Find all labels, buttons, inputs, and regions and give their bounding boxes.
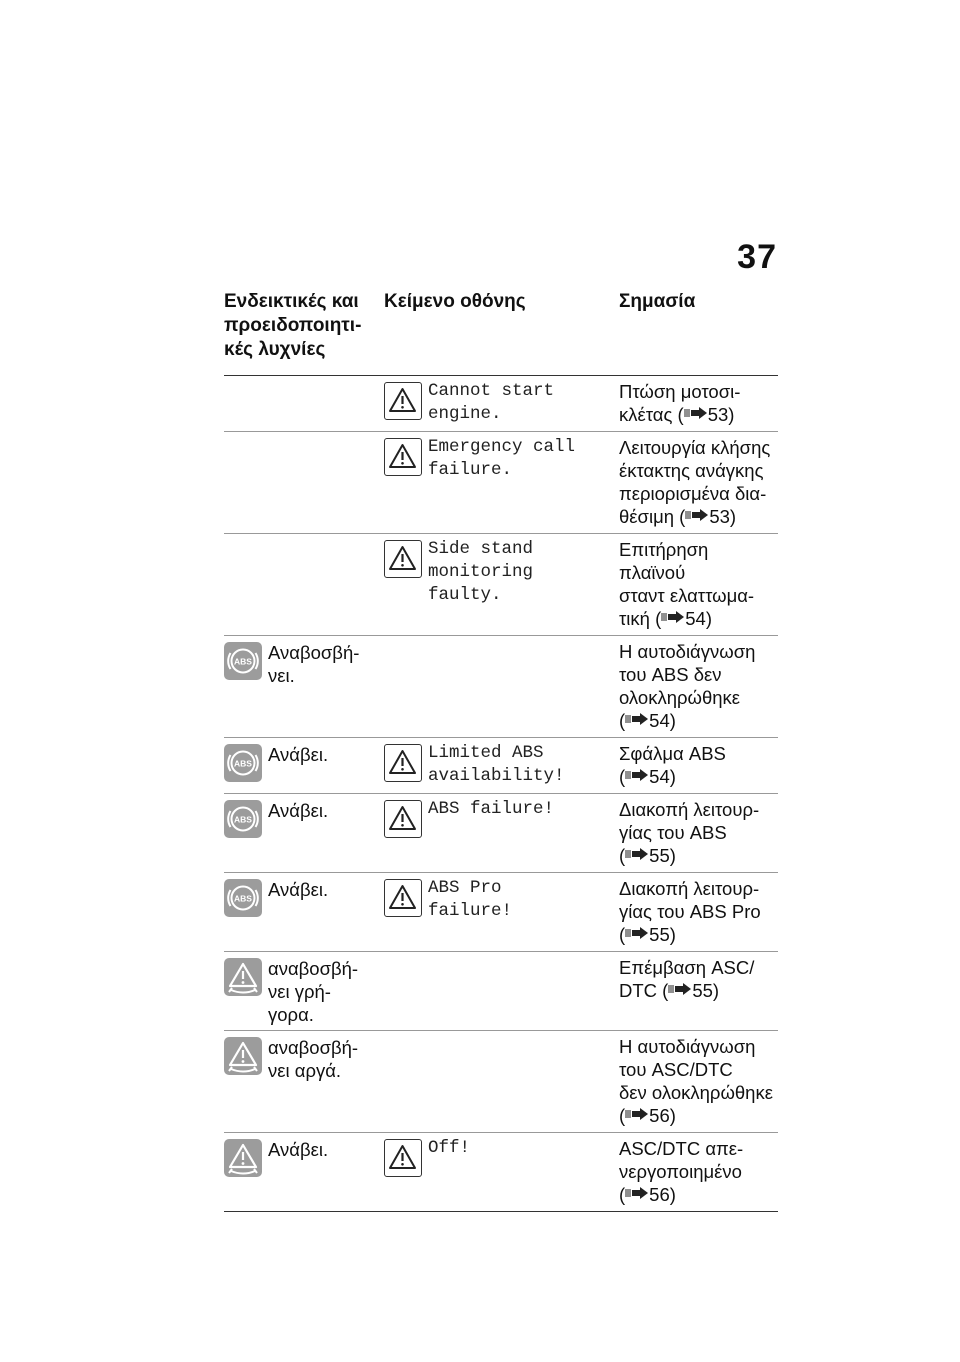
svg-text:ABS: ABS xyxy=(234,814,252,825)
meaning-text: Η αυτοδιάγνωση του ASC/DTC δεν ολοκληρώθηκε ( xyxy=(619,1036,773,1126)
table-row xyxy=(224,1133,778,1212)
asc-dtc-warning-lamp-icon xyxy=(224,1139,262,1177)
table-row xyxy=(224,738,778,794)
display-text-cell xyxy=(384,798,619,868)
display-text-cell xyxy=(384,1035,619,1128)
meaning-text: Σφάλμα ABS ( xyxy=(619,743,726,787)
display-message: Limited ABS availability! xyxy=(428,743,565,786)
abs-warning-lamp-icon xyxy=(224,879,262,917)
general-warning-triangle-icon xyxy=(384,382,422,420)
page-reference-link[interactable]: 54) xyxy=(685,608,713,629)
meaning-text: Λειτουργία κλήσης έκτακτης ανάγκης περιορισμένα δια- θέσιμη ( xyxy=(619,437,771,527)
display-message: Off! xyxy=(428,1138,471,1158)
general-warning-triangle-icon xyxy=(384,879,422,917)
general-warning-triangle-icon xyxy=(384,438,422,476)
meaning-text: Επέμβαση ASC/ DTC ( xyxy=(619,957,755,1001)
table-header xyxy=(224,290,778,376)
meaning-text: Διακοπή λειτουρ- γίας του ABS ( xyxy=(619,799,760,866)
display-message: Side stand monitoring faulty. xyxy=(428,539,534,605)
page-reference-link[interactable]: 55) xyxy=(692,980,720,1001)
page-reference-arrow-icon xyxy=(625,766,649,789)
indicator-cell xyxy=(224,798,384,868)
meaning-cell xyxy=(619,436,778,529)
meaning-text: Πτώση μοτοσι- κλέτας ( xyxy=(619,381,741,425)
indicator-cell xyxy=(224,640,384,733)
general-warning-triangle-icon xyxy=(384,1139,422,1177)
page-reference-link[interactable]: 55) xyxy=(649,924,676,945)
page-reference-link[interactable]: 53) xyxy=(709,506,737,527)
indicator-cell xyxy=(224,1137,384,1207)
meaning-text: Διακοπή λειτουρ- γίας του ABS Pro ( xyxy=(619,878,761,945)
page-reference-link[interactable]: 54) xyxy=(649,710,676,731)
page-reference-arrow-icon xyxy=(625,1105,649,1128)
general-warning-triangle-icon xyxy=(384,800,422,838)
meaning-cell xyxy=(619,1137,778,1207)
display-text-cell xyxy=(384,1137,619,1207)
table-row xyxy=(224,376,778,432)
abs-warning-lamp-icon xyxy=(224,744,262,782)
page-number: 37 xyxy=(737,238,777,276)
meaning-cell xyxy=(619,1035,778,1128)
display-message: Cannot start engine. xyxy=(428,381,555,424)
indicator-cell xyxy=(224,742,384,789)
page-reference-arrow-icon xyxy=(684,404,708,427)
header-meaning: Σημασία xyxy=(619,291,696,312)
display-text-cell xyxy=(384,742,619,789)
page-reference-arrow-icon xyxy=(685,506,709,529)
lamp-state-text: Ανάβει. xyxy=(268,1139,329,1160)
indicator-cell xyxy=(224,380,384,427)
indicator-table xyxy=(224,290,778,1212)
display-message: ABS failure! xyxy=(428,799,555,819)
indicator-cell xyxy=(224,1035,384,1128)
lamp-state-text: Αναβοσβή- νει. xyxy=(268,642,360,686)
page-reference-link[interactable]: 53) xyxy=(707,404,735,425)
indicator-cell xyxy=(224,956,384,1026)
meaning-cell xyxy=(619,877,778,947)
asc-dtc-warning-lamp-icon xyxy=(224,1037,262,1075)
page-reference-arrow-icon xyxy=(661,608,685,631)
meaning-cell xyxy=(619,538,778,631)
table-body xyxy=(224,376,778,1212)
display-text-cell xyxy=(384,956,619,1026)
table-row xyxy=(224,534,778,636)
page-reference-arrow-icon xyxy=(625,924,649,947)
display-message: Emergency call failure. xyxy=(428,437,576,480)
meaning-cell xyxy=(619,798,778,868)
abs-warning-lamp-icon xyxy=(224,642,262,680)
table-row xyxy=(224,873,778,952)
page-reference-link[interactable]: 56) xyxy=(649,1184,676,1205)
header-indicator-lamps: Ενδεικτικές και προειδοποιητι-κές λυχνίες xyxy=(224,291,362,360)
display-text-cell xyxy=(384,436,619,529)
table-row xyxy=(224,794,778,873)
table-row xyxy=(224,636,778,738)
lamp-state-text: αναβοσβή- νει αργά. xyxy=(268,1037,359,1081)
table-row xyxy=(224,952,778,1031)
meaning-text: Η αυτοδιάγνωση του ABS δεν ολοκληρώθηκε ( xyxy=(619,641,756,731)
general-warning-triangle-icon xyxy=(384,744,422,782)
table-row xyxy=(224,1031,778,1133)
display-message: ABS Pro failure! xyxy=(428,878,513,921)
display-text-cell xyxy=(384,640,619,733)
page-reference-arrow-icon xyxy=(625,710,649,733)
indicator-cell xyxy=(224,538,384,631)
svg-text:ABS: ABS xyxy=(234,893,252,904)
page-reference-link[interactable]: 55) xyxy=(649,845,676,866)
meaning-cell xyxy=(619,956,778,1026)
display-text-cell xyxy=(384,877,619,947)
lamp-state-text: Ανάβει. xyxy=(268,800,329,821)
asc-dtc-warning-lamp-icon xyxy=(224,958,262,996)
meaning-text: ASC/DTC απε- νεργοποιημένο ( xyxy=(619,1138,744,1205)
meaning-cell xyxy=(619,380,778,427)
lamp-state-text: Ανάβει. xyxy=(268,879,329,900)
abs-warning-lamp-icon xyxy=(224,800,262,838)
svg-text:ABS: ABS xyxy=(234,758,252,769)
meaning-cell xyxy=(619,640,778,733)
indicator-cell xyxy=(224,877,384,947)
page-reference-link[interactable]: 54) xyxy=(649,766,676,787)
svg-text:ABS: ABS xyxy=(234,656,252,667)
display-text-cell xyxy=(384,538,619,631)
indicator-cell xyxy=(224,436,384,529)
page-reference-arrow-icon xyxy=(625,1184,649,1207)
page-reference-arrow-icon xyxy=(668,980,692,1003)
page-reference-link[interactable]: 56) xyxy=(649,1105,676,1126)
page-reference-arrow-icon xyxy=(625,845,649,868)
table-row xyxy=(224,432,778,534)
lamp-state-text: Ανάβει. xyxy=(268,744,329,765)
general-warning-triangle-icon xyxy=(384,540,422,578)
meaning-text: Επιτήρηση πλαϊνού σταντ ελαττωμα- τική ( xyxy=(619,539,755,629)
meaning-cell xyxy=(619,742,778,789)
display-text-cell xyxy=(384,380,619,427)
lamp-state-text: αναβοσβή- νει γρή- γορα. xyxy=(268,958,359,1025)
header-display-text: Κείμενο οθόνης xyxy=(384,291,526,312)
